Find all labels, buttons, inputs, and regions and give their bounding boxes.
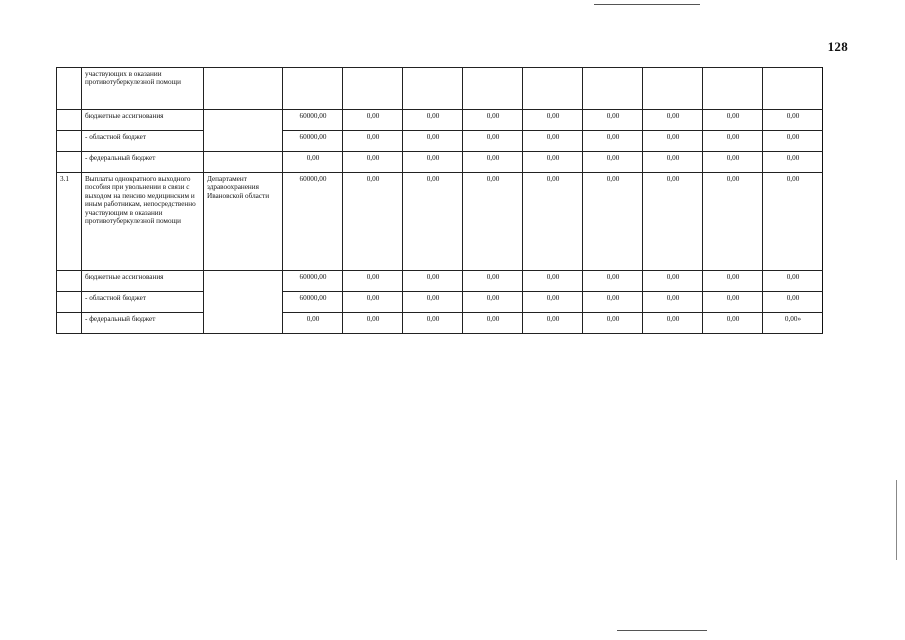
value-cell: 0,00 — [463, 152, 523, 173]
table-row — [57, 110, 823, 131]
value-cell — [283, 68, 343, 110]
value-cell: 0,00 — [343, 110, 403, 131]
value-cell: 60000,00 — [283, 110, 343, 131]
value-cell: 0,00 — [403, 271, 463, 292]
number-cell — [57, 292, 82, 313]
value-cell: 0,00 — [523, 110, 583, 131]
scan-edge-bottom — [617, 630, 707, 631]
value-cell: 0,00 — [343, 173, 403, 271]
table-row-item — [57, 173, 823, 271]
value-cell: 0,00 — [343, 152, 403, 173]
value-cell: 0,00 — [403, 131, 463, 152]
value-cell — [403, 68, 463, 110]
value-cell: 0,00 — [643, 271, 703, 292]
executor-cell — [204, 110, 283, 152]
activity-cell: Выплаты однократного выходного пособия при увольнении в связи с выходом на пенсию медицинским и иным работникам, непосредственно участвующим в оказании противотуберкулезной помощи — [82, 173, 204, 271]
value-cell: 0,00 — [583, 313, 643, 334]
table-row — [57, 131, 823, 152]
value-cell: 0,00 — [343, 313, 403, 334]
value-cell: 0,00 — [343, 131, 403, 152]
value-cell: 0,00 — [703, 271, 763, 292]
value-cell: 0,00 — [463, 313, 523, 334]
value-cell: 0,00 — [763, 152, 823, 173]
value-cell — [763, 68, 823, 110]
value-cell: 0,00 — [343, 292, 403, 313]
value-cell: 0,00 — [763, 110, 823, 131]
value-cell: 0,00 — [403, 173, 463, 271]
value-cell: 0,00 — [403, 152, 463, 173]
value-cell: 0,00 — [703, 152, 763, 173]
value-cell: 0,00 — [763, 131, 823, 152]
value-cell: 0,00 — [703, 131, 763, 152]
value-cell: 0,00 — [463, 131, 523, 152]
value-cell: 0,00» — [763, 313, 823, 334]
value-cell: 0,00 — [763, 292, 823, 313]
value-cell: 0,00 — [643, 313, 703, 334]
value-cell: 0,00 — [583, 292, 643, 313]
value-cell: 0,00 — [703, 173, 763, 271]
value-cell: 0,00 — [763, 173, 823, 271]
page-number: 128 — [827, 39, 848, 54]
value-cell — [643, 68, 703, 110]
value-cell: 0,00 — [523, 271, 583, 292]
value-cell: 0,00 — [463, 110, 523, 131]
scan-edge-top — [594, 4, 700, 5]
row-label: - федеральный бюджет — [82, 313, 204, 334]
value-cell: 0,00 — [403, 292, 463, 313]
budget-table — [56, 67, 823, 334]
value-cell: 0,00 — [643, 131, 703, 152]
value-cell — [463, 68, 523, 110]
number-cell — [57, 152, 82, 173]
value-cell: 0,00 — [523, 292, 583, 313]
table-row — [57, 271, 823, 292]
value-cell: 0,00 — [643, 292, 703, 313]
value-cell — [343, 68, 403, 110]
number-cell — [57, 313, 82, 334]
value-cell: 0,00 — [463, 173, 523, 271]
value-cell: 0,00 — [523, 152, 583, 173]
value-cell: 0,00 — [643, 152, 703, 173]
value-cell: 0,00 — [583, 110, 643, 131]
value-cell: 0,00 — [763, 271, 823, 292]
value-cell: 0,00 — [583, 131, 643, 152]
number-cell — [57, 68, 82, 110]
value-cell: 0,00 — [283, 313, 343, 334]
value-cell: 0,00 — [583, 152, 643, 173]
value-cell: 0,00 — [703, 313, 763, 334]
executor-cell — [204, 68, 283, 110]
activity-cell: участвующих в оказании противотуберкулезной помощи — [82, 68, 204, 110]
value-cell: 60000,00 — [283, 292, 343, 313]
row-label: - федеральный бюджет — [82, 152, 204, 173]
value-cell: 0,00 — [643, 110, 703, 131]
value-cell: 60000,00 — [283, 173, 343, 271]
value-cell: 0,00 — [523, 313, 583, 334]
value-cell: 0,00 — [523, 131, 583, 152]
number-cell — [57, 110, 82, 131]
table-row — [57, 152, 823, 173]
value-cell: 0,00 — [583, 173, 643, 271]
value-cell: 0,00 — [403, 110, 463, 131]
value-cell: 0,00 — [283, 152, 343, 173]
number-cell — [57, 271, 82, 292]
table-row — [57, 313, 823, 334]
row-label: бюджетные ассигнования — [82, 271, 204, 292]
row-label: - областной бюджет — [82, 131, 204, 152]
value-cell: 0,00 — [703, 110, 763, 131]
executor-cell: Департамент здравоохранения Ивановской области — [204, 173, 283, 271]
executor-cell — [204, 152, 283, 173]
value-cell: 0,00 — [463, 271, 523, 292]
value-cell — [703, 68, 763, 110]
value-cell: 60000,00 — [283, 271, 343, 292]
scan-margin-mark — [896, 480, 897, 560]
value-cell: 0,00 — [703, 292, 763, 313]
value-cell: 0,00 — [583, 271, 643, 292]
number-cell — [57, 131, 82, 152]
value-cell: 60000,00 — [283, 131, 343, 152]
table-row-continuation — [57, 68, 823, 110]
value-cell: 0,00 — [523, 173, 583, 271]
item-number: 3.1 — [57, 173, 82, 271]
executor-cell — [204, 271, 283, 334]
row-label: - областной бюджет — [82, 292, 204, 313]
value-cell: 0,00 — [343, 271, 403, 292]
value-cell — [523, 68, 583, 110]
value-cell: 0,00 — [643, 173, 703, 271]
row-label: бюджетные ассигнования — [82, 110, 204, 131]
value-cell: 0,00 — [463, 292, 523, 313]
table-row — [57, 292, 823, 313]
value-cell — [583, 68, 643, 110]
value-cell: 0,00 — [403, 313, 463, 334]
